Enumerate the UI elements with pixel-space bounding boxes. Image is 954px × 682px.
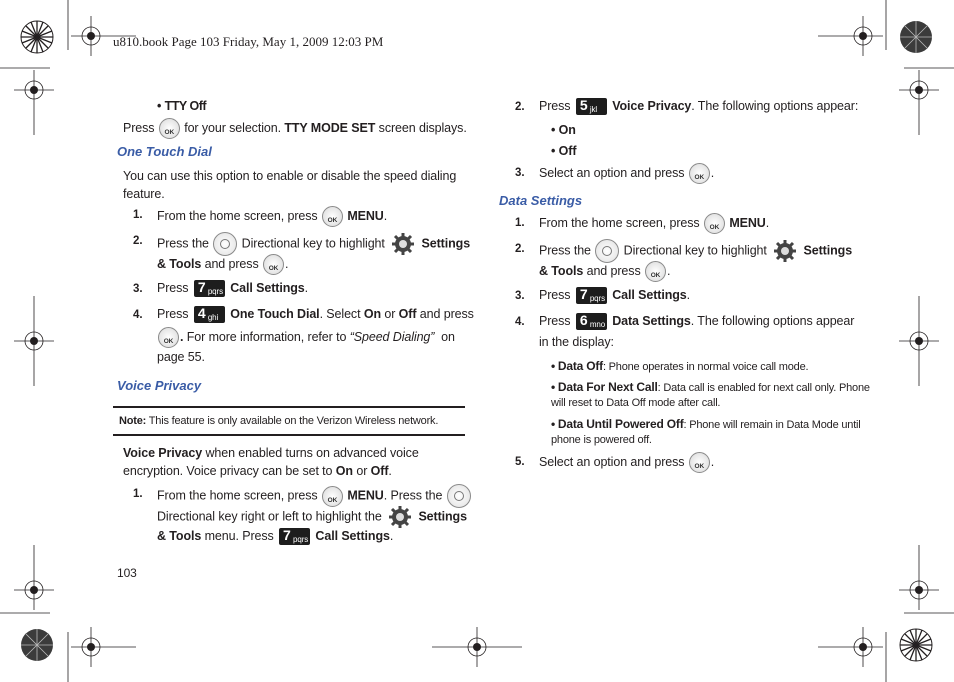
ok-key-icon: OK — [159, 118, 180, 139]
text: Select an option and press — [539, 454, 685, 469]
note-rule-bottom — [113, 434, 465, 436]
text: . Press the — [383, 488, 443, 503]
text: Press — [157, 281, 189, 295]
text: Press — [539, 288, 571, 302]
text: . — [388, 464, 392, 478]
text: : Phone will remain in Data Mode until — [683, 419, 861, 431]
press-selection-line — [123, 118, 467, 139]
step-number: 1. — [133, 209, 143, 221]
ok-key-icon: OK — [158, 327, 179, 348]
step-number: 2. — [515, 101, 525, 113]
text: Press the — [539, 243, 591, 258]
key-7-icon: 7 pqrs — [576, 287, 607, 304]
data-until-off-term: Data Until Powered Off — [557, 417, 684, 431]
tools-label: & Tools — [157, 529, 202, 543]
text: . — [710, 165, 715, 180]
settings-gear-icon — [772, 239, 798, 263]
text: and press — [204, 256, 259, 271]
one-touch-intro-2: feature. — [123, 187, 165, 201]
key-4-icon: 4 ghi — [194, 306, 225, 323]
step-number: 4. — [515, 316, 525, 328]
off-label: Off — [398, 307, 417, 321]
text: Press — [539, 314, 571, 328]
ok-key-icon: OK — [704, 213, 725, 234]
data-next-call-term: Data For Next Call — [557, 380, 658, 394]
directional-key-icon — [595, 239, 619, 263]
key-7-icon: 7 pqrs — [279, 528, 310, 545]
text: . — [284, 256, 289, 271]
text: . — [686, 288, 690, 302]
voice-step-1-line-2 — [157, 505, 467, 529]
one-touch-step-2-line-2 — [157, 254, 288, 275]
ok-key-icon: OK — [263, 254, 284, 275]
voice-privacy-p1 — [123, 444, 419, 462]
voice-privacy-p2 — [123, 462, 392, 480]
text: Directional key right or left to highlight the — [157, 509, 382, 524]
text: From the home screen, press — [157, 488, 318, 503]
ok-key-icon: OK — [689, 452, 710, 473]
one-touch-step-3 — [157, 279, 308, 297]
settings-label: Settings — [421, 236, 471, 251]
data-step-1 — [539, 213, 769, 234]
one-touch-step-2-line-1 — [157, 232, 470, 256]
text: From the home screen, press — [157, 208, 318, 223]
note-rule-top — [113, 406, 465, 408]
directional-key-icon — [213, 232, 237, 256]
settings-gear-icon — [390, 232, 416, 256]
ok-key-icon: OK — [322, 206, 343, 227]
text: . — [180, 329, 184, 344]
step-number: 4. — [133, 309, 143, 321]
text: screen displays. — [378, 120, 467, 135]
call-settings-label: Call Settings — [315, 529, 390, 543]
menu-label: MENU — [729, 215, 766, 230]
note-text: This feature is only available on the Verizon Wireless network. — [148, 415, 439, 427]
tty-off-bullet: • TTY Off — [157, 99, 207, 113]
one-touch-step-4-line-3: page 55. — [157, 350, 205, 364]
step-number: 3. — [515, 167, 525, 179]
page-number: 103 — [117, 566, 137, 580]
text: . The following options appear — [690, 314, 855, 328]
data-settings-heading: Data Settings — [499, 193, 583, 208]
text: when enabled turns on advanced voice — [205, 446, 419, 460]
tty-mode-set: TTY MODE SET — [284, 120, 376, 135]
data-step-4-line-2: in the display: — [539, 335, 614, 349]
on-label: On — [335, 464, 353, 478]
data-step-2-line-1 — [539, 239, 852, 263]
text: Directional key to highlight — [241, 236, 385, 251]
step-number: 1. — [515, 217, 525, 229]
note — [119, 413, 438, 429]
tools-label: & Tools — [539, 263, 584, 278]
settings-gear-icon — [387, 505, 413, 529]
text: : Phone operates in normal voice call mode. — [602, 361, 809, 373]
key-5-icon: 5 jkl — [576, 98, 607, 115]
ok-key-icon: OK — [645, 261, 666, 282]
data-step-5 — [539, 452, 714, 473]
voice-privacy-label: Voice Privacy — [612, 99, 692, 113]
one-touch-step-1 — [157, 206, 387, 227]
voice-privacy-heading: Voice Privacy — [117, 378, 202, 393]
one-touch-dial-label: One Touch Dial — [230, 307, 320, 321]
text: . — [383, 208, 388, 223]
text: menu. Press — [204, 529, 274, 543]
text: . — [765, 215, 770, 230]
step-number: 2. — [515, 243, 525, 255]
text: or — [384, 307, 396, 321]
text: for your selection. — [184, 120, 281, 135]
data-next-call-line-2: will reset to Data Off mode after call. — [551, 397, 721, 409]
call-settings-label: Call Settings — [230, 281, 305, 295]
data-until-off-line-2: phone is powered off. — [551, 434, 652, 446]
data-step-4-line-1 — [539, 312, 854, 330]
text: and press — [419, 307, 474, 321]
text: . Select — [319, 307, 361, 321]
key-7-icon: 7 pqrs — [194, 280, 225, 297]
data-step-3 — [539, 286, 690, 304]
on-label: On — [363, 307, 381, 321]
text: . The following options appear: — [691, 99, 859, 113]
data-off-bullet: • Data Off: Phone operates in normal voice call mode. — [551, 359, 809, 373]
text: : Data call is enabled for next call only. Phone — [657, 382, 870, 394]
text: . — [389, 529, 394, 543]
voice-step-3 — [539, 163, 714, 184]
one-touch-step-4-line-2 — [157, 327, 455, 348]
option-off: Off — [558, 144, 577, 158]
step-number: 1. — [133, 488, 143, 500]
off-label: Off — [370, 464, 389, 478]
text: Press — [123, 120, 155, 135]
step-number: 3. — [133, 283, 143, 295]
text: From the home screen, press — [539, 215, 700, 230]
text: Select an option and press — [539, 165, 685, 180]
text: Press — [539, 99, 571, 113]
text: For more information, refer to — [186, 329, 347, 344]
data-step-2-line-2 — [539, 261, 670, 282]
voice-step-1-line-3 — [157, 527, 393, 545]
step-number: 2. — [133, 235, 143, 247]
one-touch-intro-1: You can use this option to enable or disable the speed dialing — [123, 169, 457, 183]
text: Press — [157, 307, 189, 321]
option-on: On — [558, 123, 576, 137]
data-settings-label: Data Settings — [612, 314, 691, 328]
voice-step-2 — [539, 97, 858, 115]
data-until-off-bullet: • Data Until Powered Off: Phone will remain in Data Mode until — [551, 417, 861, 431]
call-settings-label: Call Settings — [612, 288, 687, 302]
option-off-bullet: • Off — [551, 144, 577, 158]
settings-label: Settings — [418, 509, 467, 524]
step-number: 3. — [515, 290, 525, 302]
menu-label: MENU — [347, 208, 384, 223]
text: encryption. Voice privacy can be set to — [123, 464, 333, 478]
text: . — [666, 263, 671, 278]
text: on — [441, 329, 455, 344]
print-header: u810.book Page 103 Friday, May 1, 2009 12:03 PM — [113, 34, 384, 49]
note-label: Note: — [119, 415, 147, 427]
text: Directional key to highlight — [623, 243, 767, 258]
speed-dialing-reference: “Speed Dialing” — [349, 329, 435, 344]
one-touch-dial-heading: One Touch Dial — [117, 144, 212, 159]
option-on-bullet: • On — [551, 123, 576, 137]
ok-key-icon: OK — [322, 486, 343, 507]
text: and press — [586, 263, 641, 278]
text: . — [710, 454, 715, 469]
step-number: 5. — [515, 456, 525, 468]
tools-label: & Tools — [157, 256, 202, 271]
text: Press the — [157, 236, 209, 251]
voice-privacy-term: Voice Privacy — [123, 446, 203, 460]
ok-key-icon: OK — [689, 163, 710, 184]
key-6-icon: 6 mno — [576, 313, 607, 330]
settings-label: Settings — [803, 243, 853, 258]
menu-label: MENU — [347, 488, 384, 503]
text: or — [356, 464, 368, 478]
data-off-term: Data Off — [557, 359, 603, 373]
text: . — [304, 281, 308, 295]
one-touch-step-4-line-1 — [157, 305, 474, 323]
tty-off-label: TTY Off — [164, 99, 207, 113]
data-next-call-bullet: • Data For Next Call: Data call is enabled for next call only. Phone — [551, 380, 870, 394]
